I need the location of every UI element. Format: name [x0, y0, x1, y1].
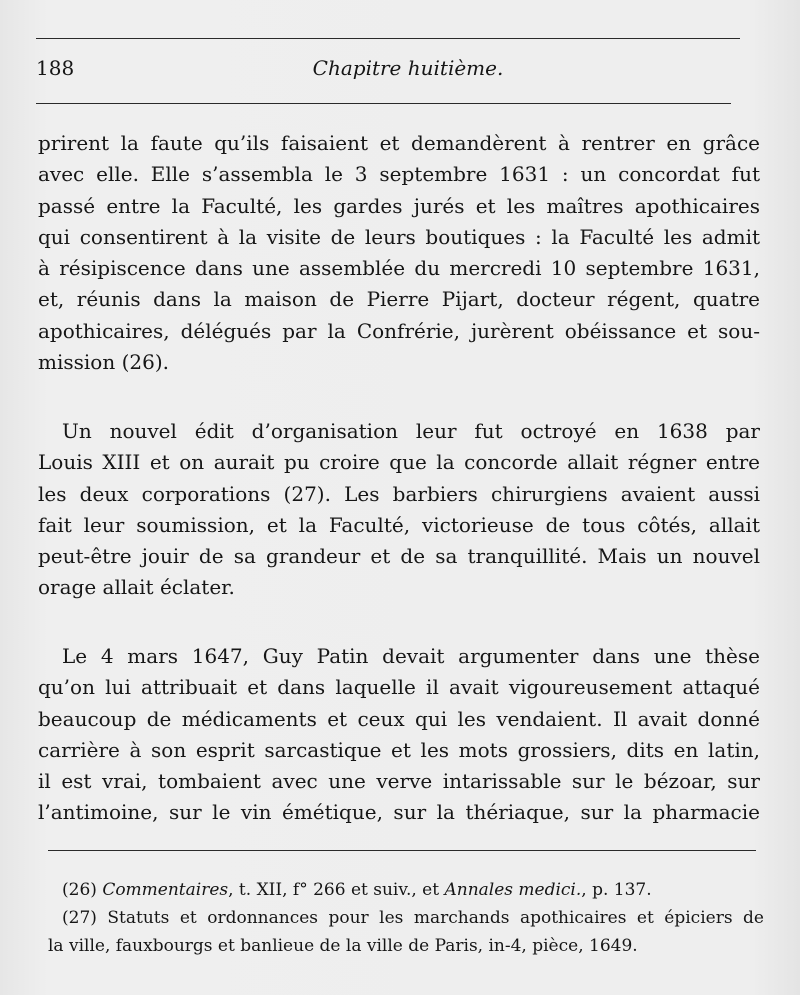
footnote-number: (26): [62, 880, 97, 900]
text-line: et, réunis dans la maison de Pierre Pijart, docteur régent, quatre: [38, 287, 760, 312]
text-line: Un nouvel édit d’organisation leur fut octroyé en 1638 par: [62, 419, 760, 443]
text-line: Louis XIII et on aurait pu croire que la concorde allait régner entre: [38, 450, 760, 475]
footnote-separator: [48, 850, 756, 851]
page-header: [36, 56, 740, 86]
text-line: prirent la faute qu’ils faisaient et demandèrent à rentrer en grâce: [38, 131, 760, 155]
text-line: qu’on lui attribuait et dans laquelle il avait vigoureusement attaqué: [38, 675, 760, 700]
footnote-work-title: Commentaires: [102, 880, 229, 900]
text-line: orage allait éclater.: [38, 575, 235, 600]
text-line: mission (26).: [38, 350, 169, 375]
text-line: à résipiscence dans une assemblée du mercredi 10 septembre 1631,: [38, 256, 760, 281]
text-line: l’antimoine, sur le vin émétique, sur la thériaque, sur la pharmacie: [38, 800, 760, 825]
footnote-26: [48, 876, 764, 904]
text-line: avec elle. Elle s’assembla le 3 septembre 1631 : un concordat fut: [38, 162, 760, 187]
text-line: Le 4 mars 1647, Guy Patin devait argumenter dans une thèse: [62, 644, 760, 668]
footnotes: [48, 876, 764, 960]
footnote-27-continued: la ville, fauxbourgs et banlieue de la ville de Paris, in-4, pièce, 1649.: [48, 936, 638, 956]
footnote-work-title: Annales medici.: [444, 880, 582, 900]
header-top-rule: [36, 38, 740, 39]
text-line: peut-être jouir de sa grandeur et de sa tranquillité. Mais un nouvel: [38, 544, 760, 569]
text-line: beaucoup de médicaments et ceux qui les vendaient. Il avait donné: [38, 706, 760, 731]
running-head: Chapitre huitième.: [312, 56, 504, 80]
paragraph-1: [38, 128, 760, 378]
page-number: 188: [36, 56, 75, 80]
footnote-text: , t. XII, f° 266 et suiv., et: [228, 880, 445, 900]
text-line: passé entre la Faculté, les gardes jurés et les maîtres apothicaires: [38, 193, 760, 218]
header-bottom-rule: [36, 103, 731, 104]
text-line: carrière à son esprit sarcastique et les mots grossiers, dits en latin,: [38, 737, 760, 762]
text-line: fait leur soumission, et la Faculté, victorieuse de tous côtés, allait: [38, 512, 760, 537]
text-line: les deux corporations (27). Les barbiers chirurgiens avaient aussi: [38, 481, 760, 506]
footnote-27: (27) Statuts et ordonnances pour les marchands apothicaires et épiciers de: [62, 908, 764, 928]
paragraph-2: [38, 416, 760, 604]
text-line: qui consentirent à la visite de leurs boutiques : la Faculté les admit: [38, 224, 760, 249]
text-line: apothicaires, délégués par la Confrérie, jurèrent obéissance et sou-: [38, 318, 760, 343]
text-line: il est vrai, tombaient avec une verve intarissable sur le bézoar, sur: [38, 769, 760, 794]
paragraph-3: [38, 641, 760, 829]
footnote-text: , p. 137.: [581, 880, 652, 900]
